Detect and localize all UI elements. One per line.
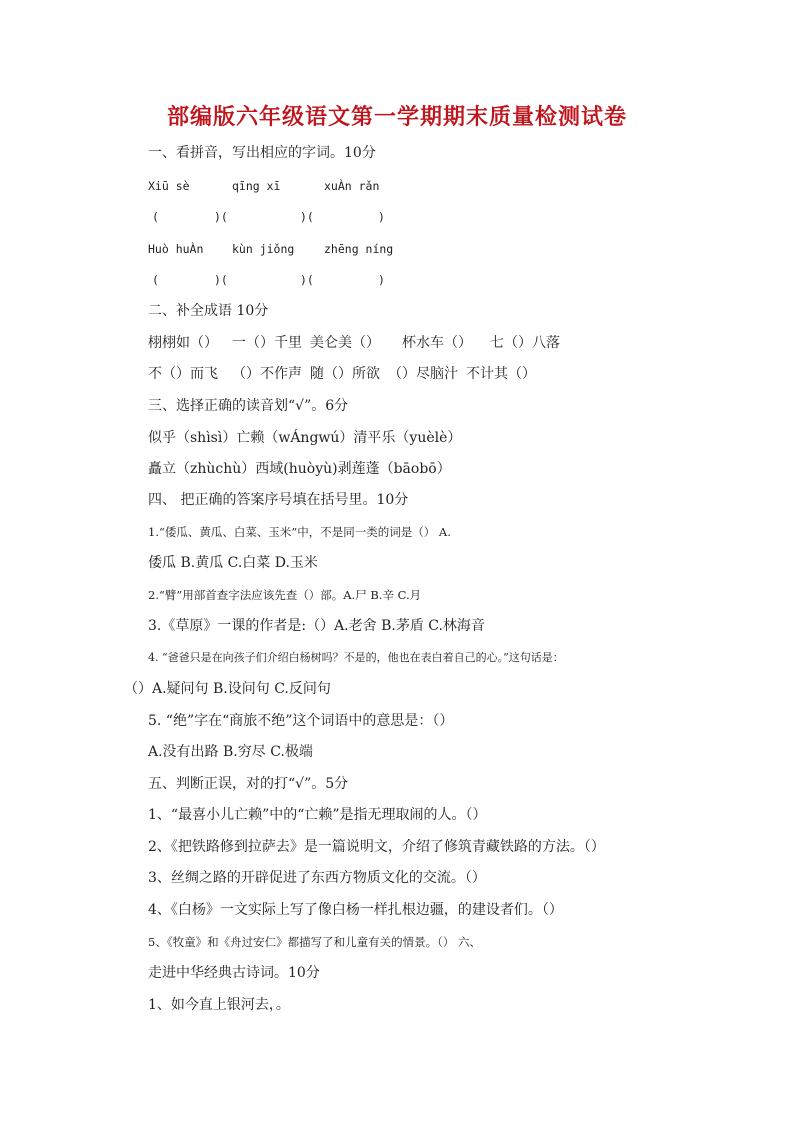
blank-row-2 — [152, 270, 385, 290]
pinyin-item: xuÀn rǎn — [324, 179, 380, 193]
question-1: 1.“倭瓜、黄瓜、白菜、玉米”中，不是同一类的词是（） A. — [148, 525, 451, 539]
idiom-item: 美仑美（） — [310, 335, 380, 351]
pinyin-item: Huò huÀn — [148, 242, 204, 256]
idiom-item: （）尽脑汁 — [388, 366, 458, 382]
question-2: 2.“臂”用部首查字法应该先查（）部。A.尸 B.辛 C.月 — [148, 588, 422, 602]
idiom-item: 一（）千里 — [232, 335, 302, 351]
reading-line-2: 矗立（zhùchù）西域(huòyù)剥莲蓬（bāobō） — [148, 461, 451, 477]
pinyin-item: kùn jiǒng — [232, 242, 295, 256]
question-4-options: （）A.疑问句 B.设问句 C.反问句 — [124, 681, 331, 697]
judgement-item: 3、丝绸之路的开辟促进了东西方物质文化的交流。（） — [148, 870, 486, 886]
idiom-row-2 — [148, 364, 536, 384]
judgement-item: 5、《牧童》和《舟过安仁》都描写了和儿童有关的情景。（） 六、 — [148, 935, 481, 949]
pinyin-item: Xiū sè — [148, 179, 190, 193]
blank-bracket: ) — [378, 273, 385, 287]
page-title: 部编版六年级语文第一学期期末质量检测试卷 — [166, 104, 627, 130]
section-3-heading: 三、选择正确的读音划“√”。6分 — [148, 398, 349, 414]
pinyin-row-1 — [148, 176, 379, 196]
blank-bracket[interactable]: ( — [152, 273, 159, 287]
section-1-heading: 一、看拼音，写出相应的字词。10分 — [148, 145, 376, 161]
blank-bracket[interactable]: )( — [214, 273, 228, 287]
judgement-item: 2、《把铁路修到拉萨去》是一篇说明文，介绍了修筑青藏铁路的方法。（） — [148, 839, 605, 855]
blank-bracket[interactable]: )( — [300, 273, 314, 287]
question-5: 5. “绝”字在“商旅不绝”这个词语中的意思是：（） — [148, 713, 454, 729]
pinyin-item: qīng xī — [232, 179, 281, 193]
blank-row-1 — [152, 207, 385, 227]
idiom-item: 栩栩如（） — [148, 335, 218, 351]
idiom-item: 七（）八落 — [490, 335, 560, 351]
idiom-item: （）不作声 — [232, 366, 302, 382]
question-4: 4. “爸爸只是在向孩子们介绍白杨树吗？不是的，他也在表白着自己的心。”这句话是： — [148, 651, 564, 664]
section-4-heading: 四、 把正确的答案序号填在括号里。10分 — [148, 492, 409, 508]
judgement-item: 1、“最喜小儿亡赖”中的“亡赖”是指无理取闹的人。（） — [148, 807, 487, 823]
section-2-heading: 二、补全成语 10分 — [148, 303, 269, 319]
idiom-item: 不（）而飞 — [148, 366, 218, 382]
question-1-options: 倭瓜 B.黄瓜 C.白菜 D.玉米 — [148, 555, 318, 571]
blank-bracket[interactable]: )( — [214, 210, 228, 224]
judgement-item: 4、《白杨》一文实际上写了像白杨一样扎根边疆，的建设者们。（） — [148, 902, 563, 918]
reading-line-1: 似乎（shìsì）亡赖（wÁngwú）清平乐（yuèlè） — [148, 430, 462, 446]
pinyin-row-2 — [148, 239, 393, 259]
question-5-options: A.没有出路 B.穷尽 C.极端 — [148, 744, 313, 760]
pinyin-item: zhēng níng — [324, 242, 394, 256]
idiom-item: 杯水车（） — [402, 335, 472, 351]
blank-bracket: ) — [378, 210, 385, 224]
poetry-question-1: 1、如今直上银河去，。 — [148, 997, 290, 1013]
idiom-item: 不计其（） — [466, 366, 536, 382]
idiom-row-1 — [148, 333, 560, 353]
blank-bracket[interactable]: ( — [152, 210, 159, 224]
question-3: 3.《草原》一课的作者是:（）A.老舍 B.茅盾 C.林海音 — [148, 618, 485, 634]
idiom-item: 随（）所欲 — [310, 366, 380, 382]
section-6-heading: 走进中华经典古诗词。10分 — [148, 965, 320, 981]
blank-bracket[interactable]: )( — [300, 210, 314, 224]
section-5-heading: 五、判断正误，对的打“√”。5分 — [148, 776, 349, 792]
